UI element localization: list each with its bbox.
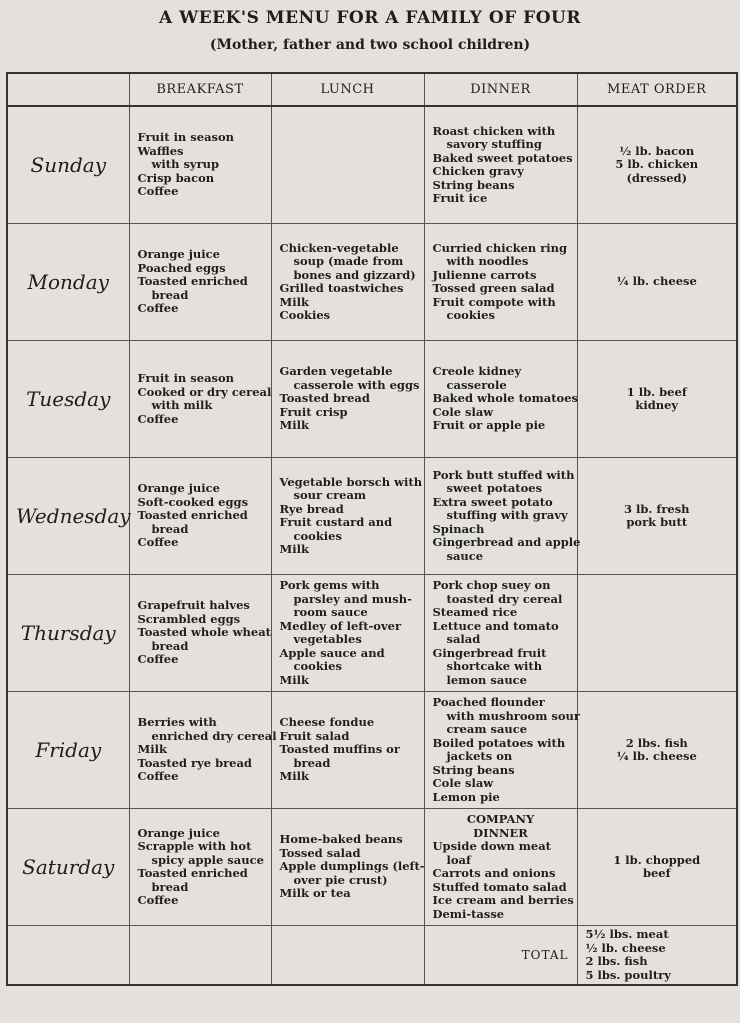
dinner-item: Steamed rice — [432, 605, 518, 619]
dinner-item: Carrots and onions — [432, 866, 556, 880]
lunch-item: casserole with eggs — [293, 377, 420, 392]
lunch-item: over pie crust) — [293, 872, 388, 887]
dinner-item: Pork chop suey on — [432, 578, 551, 592]
dinner-item: lemon sauce — [446, 672, 527, 687]
lunch-cell — [271, 224, 424, 341]
dinner-item: Cole slaw — [432, 404, 494, 419]
breakfast-item: Toasted rye bread — [137, 755, 252, 770]
menu-body — [7, 106, 737, 985]
lunch-item: Apple sauce and — [279, 645, 385, 660]
dinner-item: sweet potatoes — [446, 481, 543, 496]
breakfast-item: Toasted enriched — [137, 274, 248, 289]
lunch-item: Fruit crisp — [279, 404, 348, 419]
lunch-item: bread — [293, 755, 331, 770]
breakfast-item: bread — [151, 638, 189, 653]
breakfast-cell — [129, 341, 271, 458]
dinner-cell — [424, 809, 577, 926]
header-dinner: DINNER — [424, 73, 577, 106]
lunch-item: Medley of left-over — [279, 618, 402, 633]
page-title: A WEEK'S MENU FOR A FAMILY OF FOUR — [159, 8, 581, 28]
day-row-saturday — [7, 809, 737, 926]
dinner-item: Spinach — [432, 521, 485, 536]
dinner-cell — [424, 224, 577, 341]
dinner-item: Chicken gravy — [432, 164, 524, 178]
dinner-item: sauce — [446, 548, 484, 563]
breakfast-item: bread — [151, 879, 189, 894]
meat-order-line: 1 lb. chopped — [613, 852, 701, 867]
total-empty-day — [7, 926, 129, 986]
lunch-item: Cookies — [279, 308, 331, 322]
dinner-item: shortcake with — [446, 659, 543, 673]
day-name: Sunday — [7, 106, 129, 224]
dinner-item: salad — [446, 632, 481, 646]
lunch-item: Cheese fondue — [279, 715, 375, 730]
meat-order-line: ¼ lb. cheese — [616, 749, 697, 763]
dinner-item: jackets on — [446, 749, 513, 763]
dinner-item: Pork butt stuffed with — [432, 467, 575, 482]
lunch-item: cookies — [293, 659, 342, 673]
breakfast-item: bread — [151, 287, 189, 302]
breakfast-item: spicy apple sauce — [151, 852, 264, 867]
dinner-item: Fruit compote with — [432, 294, 556, 309]
lunch-item: soup (made from — [293, 254, 404, 268]
breakfast-item: with syrup — [151, 157, 220, 172]
breakfast-cell — [129, 575, 271, 692]
dinner-item: Extra sweet potato — [432, 494, 553, 509]
breakfast-item: Scrapple with hot — [137, 839, 252, 853]
breakfast-item: Coffee — [137, 893, 179, 907]
lunch-item: Fruit salad — [279, 728, 350, 743]
dinner-item: Lettuce and tomato — [432, 618, 559, 633]
dinner-item: loaf — [446, 852, 471, 867]
breakfast-item: Berries with — [137, 715, 217, 730]
dinner-item: Upside down meat — [432, 839, 551, 853]
dinner-item: Julienne carrots — [432, 267, 537, 282]
meat-order-cell — [577, 106, 737, 224]
day-name: Monday — [7, 224, 129, 341]
lunch-item: Chicken-vegetable — [279, 240, 399, 255]
dinner-cell — [424, 341, 577, 458]
day-row-friday — [7, 692, 737, 809]
breakfast-item: Orange juice — [137, 247, 220, 262]
lunch-item: Milk — [279, 418, 309, 433]
breakfast-item: Fruit in season — [137, 371, 235, 385]
dinner-item: Poached flounder — [432, 695, 545, 709]
day-name: Wednesday — [7, 458, 129, 575]
day-row-wednesday — [7, 458, 737, 575]
breakfast-cell — [129, 224, 271, 341]
breakfast-item: enriched dry cereal — [151, 728, 277, 743]
breakfast-cell — [129, 809, 271, 926]
total-label: TOTAL — [424, 926, 577, 986]
lunch-item: Milk — [279, 769, 309, 784]
total-item: ½ lb. cheese — [585, 940, 666, 955]
dinner-item: Ice cream and berries — [432, 893, 574, 907]
dinner-item: toasted dry cereal — [446, 591, 563, 606]
dinner-item: Boiled potatoes with — [432, 735, 566, 750]
meat-order-cell — [577, 575, 737, 692]
header-meat-order: MEAT ORDER — [577, 73, 737, 106]
dinner-item: cream sauce — [446, 722, 528, 736]
dinner-item: Roast chicken with — [432, 123, 556, 138]
dinner-item: String beans — [432, 177, 515, 192]
lunch-item: Milk or tea — [279, 886, 351, 901]
breakfast-item: Coffee — [137, 769, 179, 784]
breakfast-item: Coffee — [137, 535, 179, 550]
dinner-item: Tossed green salad — [432, 281, 555, 295]
lunch-item: sour cream — [293, 488, 367, 502]
lunch-item: Toasted bread — [279, 391, 370, 406]
day-name: Thursday — [7, 575, 129, 692]
dinner-cell — [424, 458, 581, 575]
meat-order-cell — [577, 692, 737, 809]
lunch-cell — [271, 106, 424, 224]
day-row-thursday — [7, 575, 737, 692]
dinner-item: Gingerbread and apple — [432, 535, 581, 550]
dinner-item: Creole kidney — [432, 364, 522, 379]
header-lunch: LUNCH — [271, 73, 424, 106]
lunch-item: Fruit custard and — [279, 515, 393, 529]
lunch-item: vegetables — [293, 632, 362, 646]
dinner-item: casserole — [446, 377, 507, 392]
total-empty-breakfast — [129, 926, 271, 986]
lunch-item: Tossed salad — [279, 845, 361, 860]
dinner-item: Cole slaw — [432, 776, 494, 790]
lunch-cell — [271, 341, 424, 458]
breakfast-item: with milk — [151, 398, 213, 412]
breakfast-item: Orange juice — [137, 825, 220, 840]
lunch-item: Vegetable borsch with — [279, 474, 423, 489]
meat-order-cell — [577, 458, 737, 575]
breakfast-item: Coffee — [137, 652, 179, 667]
meat-order-line: kidney — [635, 398, 679, 412]
dinner-cell — [424, 575, 577, 692]
breakfast-item: Poached eggs — [137, 260, 226, 275]
dinner-cell — [424, 106, 577, 224]
total-item: 5 lbs. poultry — [585, 967, 671, 982]
breakfast-item: Cooked or dry cereal — [137, 384, 272, 399]
dinner-item: Baked sweet potatoes — [432, 150, 573, 165]
meat-order-cell — [577, 809, 737, 926]
dinner-item: with mushroom sour — [446, 708, 580, 723]
lunch-item: Apple dumplings (left- — [279, 859, 425, 874]
lunch-item: cookies — [293, 528, 342, 543]
dinner-item: String beans — [432, 762, 515, 777]
header-corner — [7, 73, 129, 106]
dinner-item: Fruit ice — [432, 191, 488, 205]
breakfast-cell — [129, 458, 271, 575]
lunch-item: Milk — [279, 542, 309, 556]
lunch-item: Milk — [279, 294, 309, 309]
meat-order-line: 5 lb. chicken — [615, 157, 699, 172]
meat-order-line: ¼ lb. cheese — [616, 274, 697, 289]
total-items — [577, 926, 737, 986]
breakfast-item: Fruit in season — [137, 130, 235, 145]
lunch-item: Milk — [279, 672, 309, 687]
breakfast-item: Scrambled eggs — [137, 611, 241, 626]
meat-order-cell — [577, 341, 737, 458]
total-row — [7, 926, 737, 986]
meat-order-line: 1 lb. beef — [626, 384, 687, 399]
day-row-monday — [7, 224, 737, 341]
breakfast-cell — [129, 692, 277, 809]
menu-table — [6, 72, 738, 986]
breakfast-item: bread — [151, 521, 189, 536]
breakfast-item: Soft-cooked eggs — [137, 494, 249, 509]
dinner-item: savory stuffing — [446, 137, 542, 151]
dinner-item: with noodles — [446, 254, 529, 268]
breakfast-item: Crisp bacon — [137, 170, 215, 185]
dinner-item: Fruit or apple pie — [432, 418, 546, 433]
lunch-cell — [271, 692, 424, 809]
lunch-item: Pork gems with — [279, 578, 380, 592]
breakfast-item: Milk — [137, 742, 167, 757]
meat-order-line: 2 lbs. fish — [625, 735, 688, 750]
meat-order-line: 3 lb. fresh — [623, 501, 690, 516]
day-row-sunday — [7, 106, 737, 224]
header-row — [7, 73, 737, 106]
breakfast-item: Coffee — [137, 301, 179, 316]
meat-order-line: (dressed) — [626, 170, 688, 185]
total-empty-lunch — [271, 926, 424, 986]
breakfast-item: Toasted enriched — [137, 866, 248, 880]
day-name: Tuesday — [7, 341, 129, 458]
dinner-cell — [424, 692, 580, 809]
breakfast-item: Grapefruit halves — [137, 598, 250, 613]
lunch-cell — [271, 575, 424, 692]
meat-order-line: beef — [642, 866, 671, 880]
lunch-item: Garden vegetable — [279, 364, 393, 379]
breakfast-item: Toasted enriched — [137, 508, 248, 523]
breakfast-item: Toasted whole wheat — [137, 625, 271, 640]
day-row-tuesday — [7, 341, 737, 458]
dinner-item: Gingerbread fruit — [432, 645, 547, 660]
meat-order-cell — [577, 224, 737, 341]
page-subtitle: (Mother, father and two school children) — [209, 37, 531, 53]
dinner-item: Stuffed tomato salad — [432, 879, 567, 894]
total-item: 2 lbs. fish — [585, 954, 648, 968]
breakfast-item: Orange juice — [137, 481, 220, 496]
meat-order-line: ½ lb. bacon — [619, 143, 695, 158]
lunch-item: Rye bread — [279, 501, 344, 516]
meat-order-line: pork butt — [626, 515, 688, 529]
total-item: 5½ lbs. meat — [585, 927, 669, 941]
dinner-item: cookies — [446, 308, 495, 322]
lunch-cell — [271, 809, 424, 926]
dinner-item: Lemon pie — [432, 789, 500, 804]
dinner-item: stuffing with gravy — [446, 508, 568, 523]
lunch-item: Toasted muffins or — [279, 742, 400, 757]
breakfast-cell — [129, 106, 271, 224]
company-dinner-heading: COMPANY — [466, 812, 535, 826]
dinner-item: Curried chicken ring — [432, 240, 568, 255]
breakfast-item: Waffles — [137, 143, 184, 158]
lunch-item: room sauce — [293, 605, 368, 619]
header-breakfast: BREAKFAST — [129, 73, 271, 106]
company-dinner-heading: DINNER — [473, 825, 528, 840]
breakfast-item: Coffee — [137, 184, 179, 199]
lunch-cell — [271, 458, 424, 575]
day-name: Saturday — [7, 809, 129, 926]
lunch-item: parsley and mush- — [293, 591, 412, 606]
lunch-item: Grilled toastwiches — [279, 281, 404, 295]
lunch-item: Home-baked beans — [279, 832, 403, 847]
dinner-item: Demi-tasse — [432, 906, 505, 921]
breakfast-item: Coffee — [137, 411, 179, 426]
dinner-item: Baked whole tomatoes — [432, 391, 578, 406]
day-name: Friday — [7, 692, 129, 809]
lunch-item: bones and gizzard) — [293, 267, 416, 282]
